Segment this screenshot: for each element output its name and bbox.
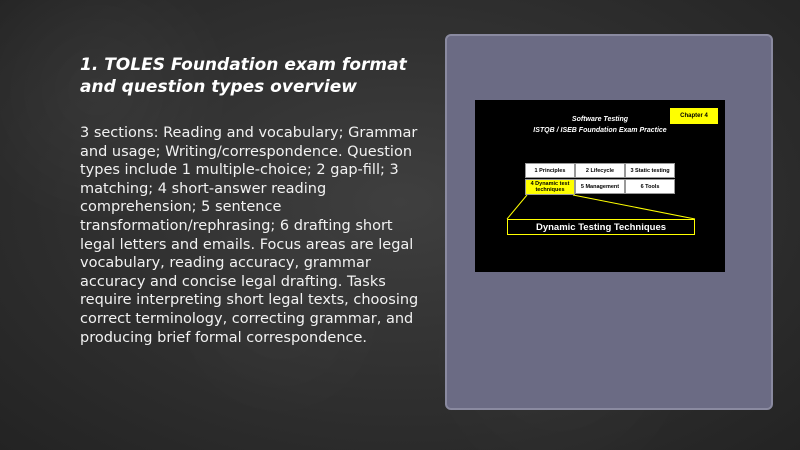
callout-lines	[475, 100, 725, 272]
chapter-badge: Chapter 4	[670, 108, 718, 124]
embedded-title-line1: Software Testing	[571, 116, 629, 123]
dynamic-testing-callout: Dynamic Testing Techniques	[507, 219, 695, 235]
embedded-title-line2: ISTQB / ISEB Foundation Exam Practice	[533, 127, 667, 134]
slide-body-text: 3 sections: Reading and vocabulary; Grammar and usage; Writing/correspondence. Question types include 1 multiple-choice; 2 gap-fill; 3 matching; 4 short-answer reading comprehension; 5 sentence transformation/rephrasing; 6 drafting short legal letters and emails. Focus areas are legal vocabulary, reading accuracy, grammar accuracy and concise legal drafting. Tasks require interpreting short legal texts, choosing correct terminology, correcting grammar, and producing brief formal correspondence.	[80, 125, 419, 346]
cell-principles: 1 Principles	[525, 163, 575, 178]
cell-static-testing: 3 Static testing	[625, 163, 675, 178]
slide-title: 1. TOLES Foundation exam format and question types overview	[80, 55, 407, 97]
cell-tools: 6 Tools	[625, 179, 675, 194]
cell-management: 5 Management	[575, 179, 625, 194]
cell-lifecycle: 2 Lifecycle	[575, 163, 625, 178]
cell-dynamic-techniques: 4 Dynamic test techniques	[525, 179, 575, 195]
embedded-slide-image	[475, 100, 725, 272]
